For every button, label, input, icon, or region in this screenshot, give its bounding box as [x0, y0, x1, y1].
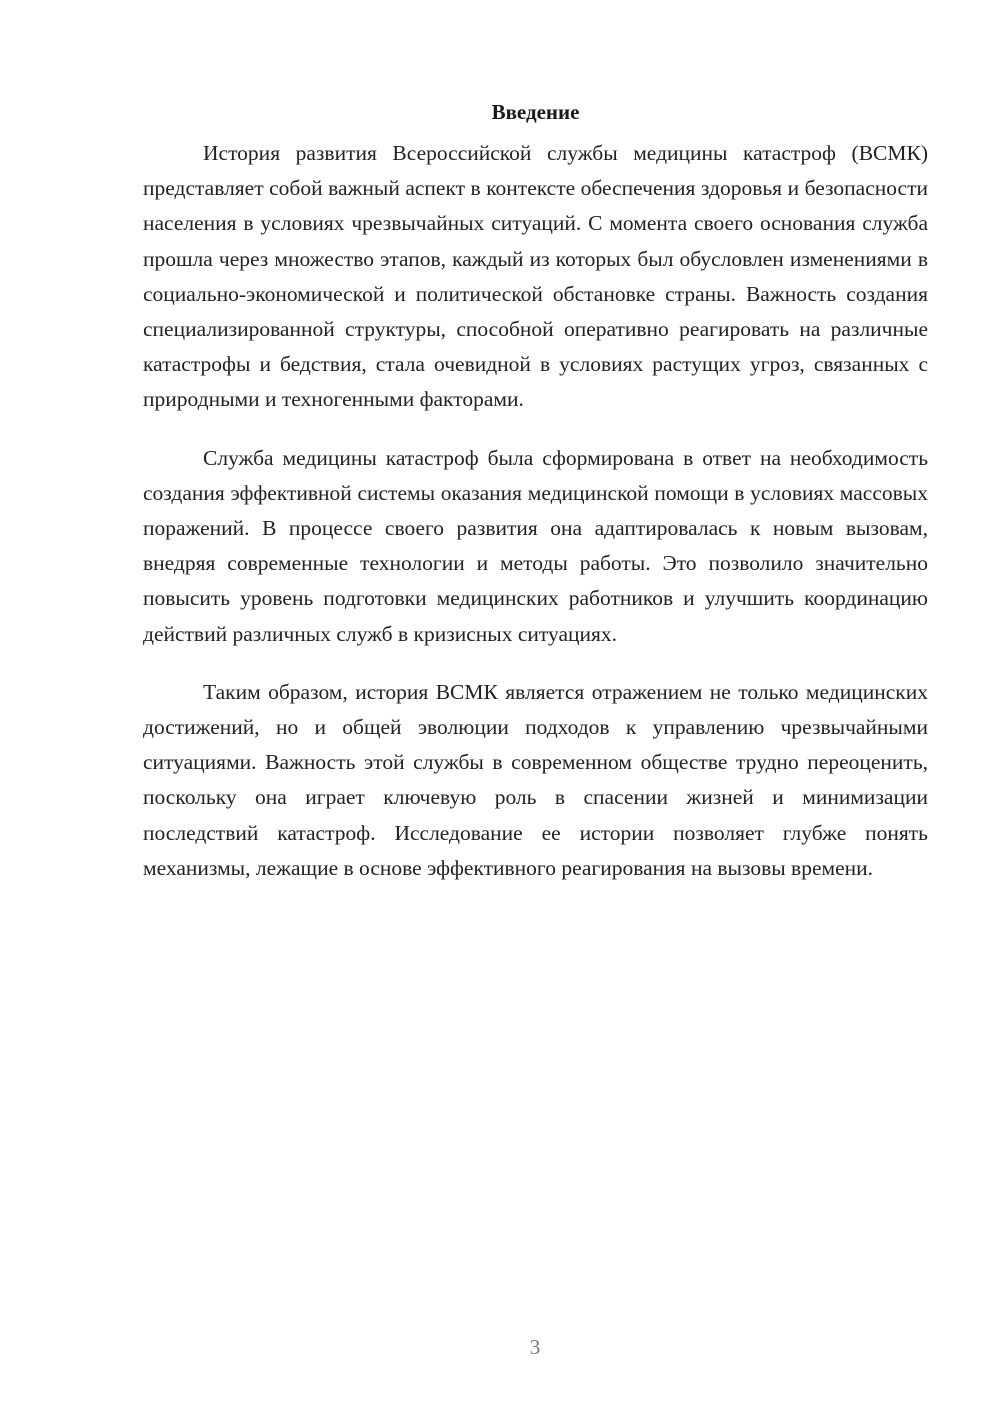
- paragraph-2: Служба медицины катастроф была сформирована в ответ на необходимость создания эффективной системы оказания медицинской помощи в условиях массовых поражений. В процессе своего развития она адаптировалась к новым вызовам, внедряя современные технологии и методы работы. Это позволило значительно повысить уровень подготовки медицинских работников и улучшить координацию действий различных служб в кризисных ситуациях.: [143, 445, 928, 646]
- page-number: 3: [529, 1335, 541, 1359]
- section-heading: Введение: [491, 100, 580, 124]
- page-content: [143, 98, 928, 909]
- paragraph-1: История развития Всероссийской службы медицины катастроф (ВСМК) представляет собой важный аспект в контексте обеспечения здоровья и безопасности населения в условиях чрезвычайных ситуаций. С момента своего основания служба прошла через множество этапов, каждый из которых был обусловлен изменениями в социально-экономической и политической обстановке страны. Важность создания специализированной структуры, способной оперативно реагировать на различные катастрофы и бедствия, стала очевидной в условиях растущих угроз, связанных с природными и техногенными факторами.: [143, 141, 928, 412]
- paragraph-3: Таким образом, история ВСМК является отражением не только медицинских достижений, но и общей эволюции подходов к управлению чрезвычайными ситуациями. Важность этой службы в современном обществе трудно переоценить, поскольку она играет ключевую роль в спасении жизней и минимизации последствий катастроф. Исследование ее истории позволяет глубже понять механизмы, лежащие в основе эффективного реагирования на вызовы времени.: [143, 679, 928, 880]
